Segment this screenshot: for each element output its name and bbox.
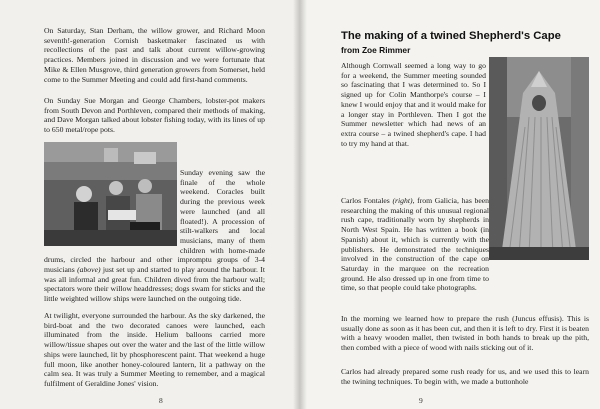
left-paragraph-4: At twilight, everyone surrounded the harbour. As the sky darkened, the bird-boat and the two decorated canoes were launched, each illuminated from the inside. Helium balloons carried more willow/tissue shapes out over the water and the last of the little willow ships were launched, lit by phosphorescent paint. That weekend a huge full moon, like another honey-coloured lantern, lit a pathway on the calm sea. It was truly a Summer Meeting to remember, and a magical fulfilment of Geraldine Jones' vision.: [44, 311, 265, 388]
book-gutter: [293, 0, 307, 409]
left-paragraph-3-text-a: Sunday evening saw the finale of the whole weekend. Coracles built during the previous week were launched (and all floated!). A procession of stilt-walkers and local musicians, many of them children with home-made drums, circled the harbour and other impromptu groups of 3-4 musicians: [44, 168, 265, 275]
left-paragraph-3: [44, 168, 265, 304]
article-byline: from Zoe Rimmer: [341, 45, 411, 55]
right-paragraph-2-text-b: , from Galicia, has been researching the making of this unusual regional rush cape, traditionally worn by shepherds in North West Spain. He has written a book (in Spanish) about it, which is currently with the publishers. He demonstrated the techniques involved in the construction of the cape on Saturday in the marquee on the recreation ground. He also dressed up in one from time to time, so that people could take photographs.: [341, 196, 490, 293]
right-paragraph-4: Carlos had already prepared some rush ready for us, and we used this to learn the twining techniques. To begin with, we made a buttonhole: [341, 367, 589, 386]
caption-above: (above): [77, 265, 101, 275]
caption-right: (right): [392, 196, 413, 205]
left-paragraph-1: On Saturday, Stan Derham, the willow grower, and Richard Moon seventh!-generation Cornish basketmaker fascinated us with recollections of the past and talk about current willow-growing practices. Members joined in discussion and we were fortunate that Mike & Ellen Musgrove, third generation growers from Somerset, held come to the Summer Meeting and could add first-hand comments.: [44, 26, 265, 84]
right-paragraph-2: [341, 196, 489, 293]
right-paragraph-3: In the morning we learned how to prepare the rush (Juncus effusis). This is usually done as soon as it has been cut, and then it is left to dry. First it is beaten with a heavy wooden mallet, then twisted in both hands to break up the pith, then combed with a piece of wood with nails sticking out of it.: [341, 314, 589, 353]
right-page: [300, 0, 600, 409]
page-number-left: 8: [159, 396, 163, 405]
right-paragraph-2-text-a: Carlos Fontales: [341, 196, 393, 205]
left-paragraph-3-text-b: just set up and started to play around the harbour. It was all informal and great fun. Children dived from the harbour wall; spectators wore their willow headdresses; dogs swam for sticks and the little weighted willow ships were launched on the outgoing tide.: [44, 265, 265, 304]
photo-wrap-spacer: [44, 168, 180, 254]
shepherd-cape-photo: [489, 57, 589, 260]
page-number-right: 9: [419, 396, 423, 405]
right-paragraph-1: Although Cornwall seemed a long way to go for a weekend, the Summer meeting sounded so fascinating that I was determined to. So I signed up for Colin Manthorpe's course – I knew I would enjoy that and it would make for a longer stay in Porthleven. Then I got the Summer newsletter which had news of an extra course – a twined shepherd's cape. I had to try my hand at that.: [341, 61, 486, 148]
left-paragraph-2: On Sunday Sue Morgan and George Chambers, lobster-pot makers from South Devon and Porthleven, compared their methods of making, and Dave Morgan talked about lobster fishing today, with its lines of up to 650 metal/rope pots.: [44, 96, 265, 135]
article-title: The making of a twined Shepherd's Cape: [341, 30, 561, 42]
